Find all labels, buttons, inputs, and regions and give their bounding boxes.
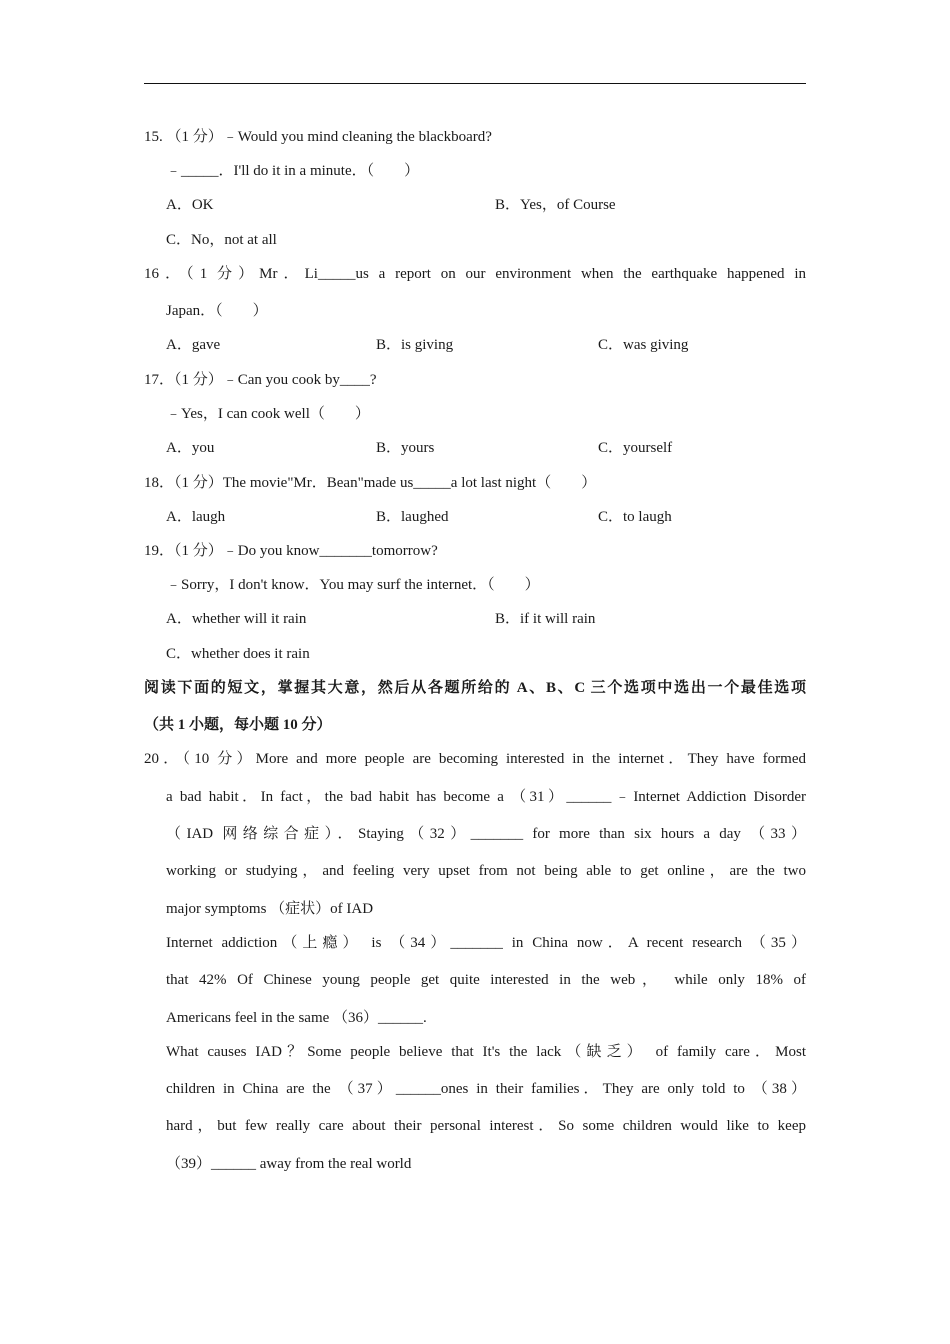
q18-option-a[interactable]: A．laugh	[166, 509, 226, 525]
q20-line: major symptoms （症状）of IAD	[166, 901, 374, 917]
q17-option-b[interactable]: B．yours	[376, 440, 435, 456]
q20-line: （39）______ away from the real world	[166, 1156, 412, 1172]
q20-line: children in China are the （37）______ones in their families．They are only told to （38）	[166, 1081, 806, 1097]
q19-stem: 19．（1 分）﹣Do you know_______tomorrow?	[144, 543, 438, 559]
section-heading: 阅读下面的短文，掌握其大意，然后从各题所给的 A、B、C 三个选项中选出一个最佳选项	[144, 680, 806, 696]
section-heading-2: （共 1 小题，每小题 10 分）	[144, 717, 332, 733]
q20-line: （IAD 网络综合症）．Staying（32）_______ for more than six hours a day （33）	[166, 826, 806, 842]
q15-option-a[interactable]: A．OK	[166, 197, 214, 213]
q20-line: a bad habit．In fact，the bad habit has become a （31）______﹣Internet Addiction Disorder	[166, 789, 806, 805]
q17-option-a[interactable]: A．you	[166, 440, 215, 456]
q20-line: Americans feel in the same （36）______.	[166, 1010, 427, 1026]
q19-option-b[interactable]: B．if it will rain	[495, 611, 596, 627]
q18-option-b[interactable]: B．laughed	[376, 509, 449, 525]
q20-line: that 42% Of Chinese young people get quite interested in the web， while only 18% of	[166, 972, 806, 988]
q20-line: What causes IAD？Some people believe that It's the lack（缺乏） of family care．Most	[166, 1044, 806, 1060]
q16-stem-2: Japan．（ ）	[166, 303, 268, 319]
q15-stem: 15. （1 分）﹣Would you mind cleaning the blackboard?	[144, 129, 492, 145]
header-rule	[144, 83, 806, 84]
q19-stem-2: ﹣Sorry，I don't know．You may surf the internet．（ ）	[166, 577, 540, 593]
q20-line: hard，but few really care about their personal interest．So some children would like to keep	[166, 1118, 806, 1134]
q18-stem: 18．（1 分）The movie"Mr．Bean"made us_____a lot last night（ ）	[144, 475, 597, 491]
q19-option-c[interactable]: C．whether does it rain	[166, 646, 310, 662]
q15-option-b[interactable]: B．Yes，of Course	[495, 197, 616, 213]
q17-stem: 17．（1 分）﹣Can you cook by____?	[144, 372, 377, 388]
q20-line: Internet addiction（上瘾） is （34）_______ in China now．A recent research （35）	[166, 935, 806, 951]
q17-option-c[interactable]: C．yourself	[598, 440, 673, 456]
q20-line: working or studying，and feeling very upset from not being able to get online，are the two	[166, 863, 806, 879]
q15-stem-2: ﹣_____．I'll do it in a minute．（ ）	[166, 163, 420, 179]
q18-option-c[interactable]: C．to laugh	[598, 509, 672, 525]
q16-stem: 16．（1 分）Mr．Li_____us a report on our environment when the earthquake happened in	[144, 266, 806, 282]
q16-option-b[interactable]: B．is giving	[376, 337, 454, 353]
q15-option-c[interactable]: C．No，not at all	[166, 232, 277, 248]
q17-stem-2: ﹣Yes，I can cook well（ ）	[166, 406, 370, 422]
q16-option-a[interactable]: A．gave	[166, 337, 221, 353]
q19-option-a[interactable]: A．whether will it rain	[166, 611, 307, 627]
q20-line: 20．（10 分）More and more people are becoming interested in the internet．They have formed	[144, 751, 806, 767]
q16-option-c[interactable]: C．was giving	[598, 337, 689, 353]
